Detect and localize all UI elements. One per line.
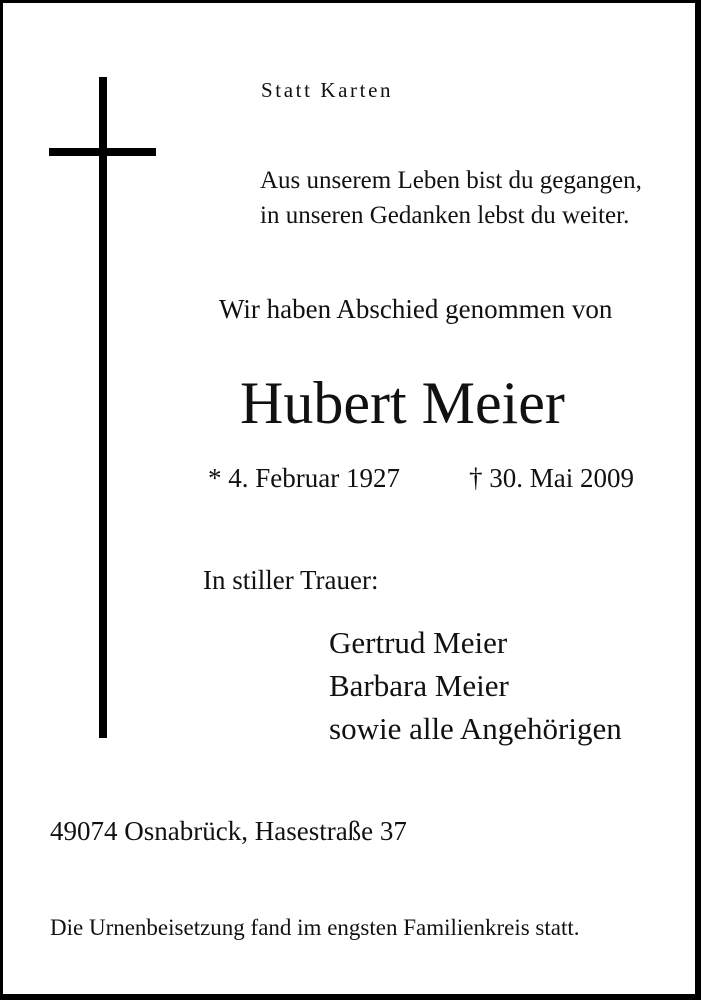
mourner-name: Gertrud Meier [329, 625, 508, 660]
death-date: † 30. Mai 2009 [469, 463, 634, 493]
family-address: 49074 Osnabrück, Hasestraße 37 [50, 816, 407, 846]
statt-karten-label: Statt Karten [261, 78, 394, 102]
quote-line-2: in unseren Gedanken lebst du weiter. [260, 202, 630, 229]
mourning-label: In stiller Trauer: [203, 565, 379, 595]
farewell-intro: Wir haben Abschied genommen von [219, 294, 613, 324]
burial-notice: Die Urnenbeisetzung fand im engsten Familienkreis statt. [50, 915, 580, 940]
mourner-name: Barbara Meier [329, 668, 509, 703]
birth-date: * 4. Februar 1927 [208, 463, 400, 493]
quote-line-1: Aus unserem Leben bist du gegangen, [260, 167, 642, 194]
deceased-name: Hubert Meier [240, 370, 565, 436]
cross-horizontal-bar [49, 148, 156, 156]
cross-vertical-bar [99, 77, 107, 738]
mourner-relatives: sowie alle Angehörigen [329, 711, 622, 746]
